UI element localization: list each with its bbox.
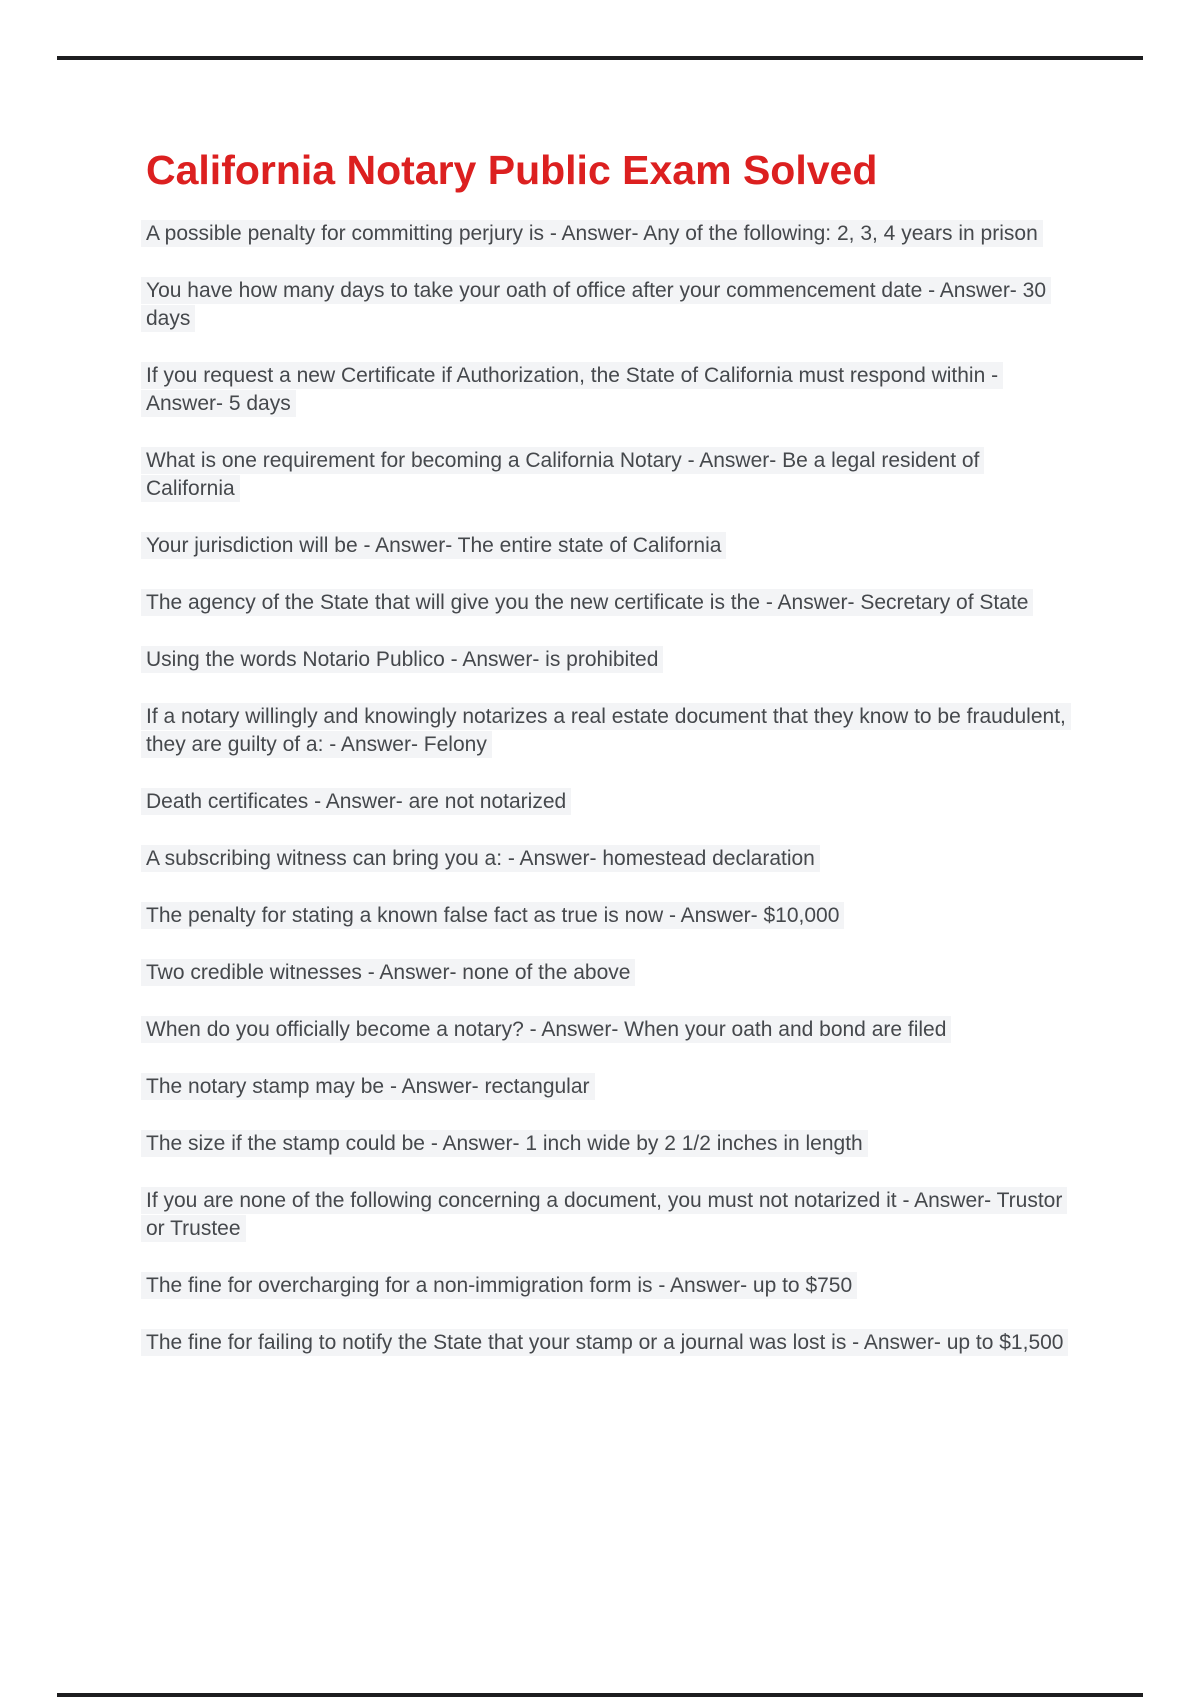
qa-paragraph — [146, 1016, 1076, 1044]
qa-paragraph — [146, 220, 1076, 248]
qa-highlighted-text: If you request a new Certificate if Authorization, the State of California must respond within - Answer- 5 days — [141, 362, 1003, 417]
qa-paragraph — [146, 959, 1076, 987]
qa-highlighted-text: The fine for failing to notify the State that your stamp or a journal was lost is - Answer- up to $1,500 — [141, 1329, 1068, 1356]
qa-highlighted-text: The penalty for stating a known false fact as true is now - Answer- $10,000 — [141, 902, 844, 929]
qa-highlighted-text: The size if the stamp could be - Answer- 1 inch wide by 2 1/2 inches in length — [141, 1130, 868, 1157]
top-horizontal-rule — [57, 56, 1143, 60]
qa-highlighted-text: Using the words Notario Publico - Answer- is prohibited — [141, 646, 663, 673]
qa-highlighted-text: When do you officially become a notary? - Answer- When your oath and bond are filed — [141, 1016, 951, 1043]
qa-paragraph — [146, 1130, 1076, 1158]
qa-highlighted-text: The agency of the State that will give you the new certificate is the - Answer- Secretary of State — [141, 589, 1033, 616]
qa-highlighted-text: If a notary willingly and knowingly notarizes a real estate document that they know to be fraudulent, they are guilty of a: - Answer- Felony — [141, 703, 1071, 758]
qa-highlighted-text: Your jurisdiction will be - Answer- The entire state of California — [141, 532, 726, 559]
qa-paragraph — [146, 1073, 1076, 1101]
qa-highlighted-text: Two credible witnesses - Answer- none of the above — [141, 959, 635, 986]
qa-paragraph — [146, 362, 1076, 418]
qa-highlighted-text: A subscribing witness can bring you a: - Answer- homestead declaration — [141, 845, 820, 872]
qa-paragraph — [146, 902, 1076, 930]
qa-paragraph — [146, 788, 1076, 816]
qa-highlighted-text: A possible penalty for committing perjury is - Answer- Any of the following: 2, 3, 4 years in prison — [141, 220, 1043, 247]
bottom-horizontal-rule — [57, 1693, 1143, 1697]
qa-highlighted-text: You have how many days to take your oath of office after your commencement date - Answer- 30 days — [141, 277, 1051, 332]
qa-highlighted-text: The notary stamp may be - Answer- rectangular — [141, 1073, 595, 1100]
document-content — [146, 146, 1076, 1386]
qa-paragraph — [146, 532, 1076, 560]
qa-paragraph — [146, 589, 1076, 617]
qa-paragraph — [146, 646, 1076, 674]
qa-paragraph — [146, 1272, 1076, 1300]
qa-paragraph — [146, 703, 1076, 759]
qa-list — [146, 220, 1076, 1357]
qa-highlighted-text: The fine for overcharging for a non-immigration form is - Answer- up to $750 — [141, 1272, 857, 1299]
qa-paragraph — [146, 447, 1076, 503]
qa-paragraph — [146, 1187, 1076, 1243]
qa-paragraph — [146, 845, 1076, 873]
qa-highlighted-text: What is one requirement for becoming a California Notary - Answer- Be a legal resident of California — [141, 447, 984, 502]
qa-highlighted-text: If you are none of the following concerning a document, you must not notarized it - Answer- Trustor or Trustee — [141, 1187, 1067, 1242]
qa-paragraph — [146, 277, 1076, 333]
page-title: California Notary Public Exam Solved — [146, 147, 878, 193]
qa-paragraph — [146, 1329, 1076, 1357]
qa-highlighted-text: Death certificates - Answer- are not notarized — [141, 788, 571, 815]
